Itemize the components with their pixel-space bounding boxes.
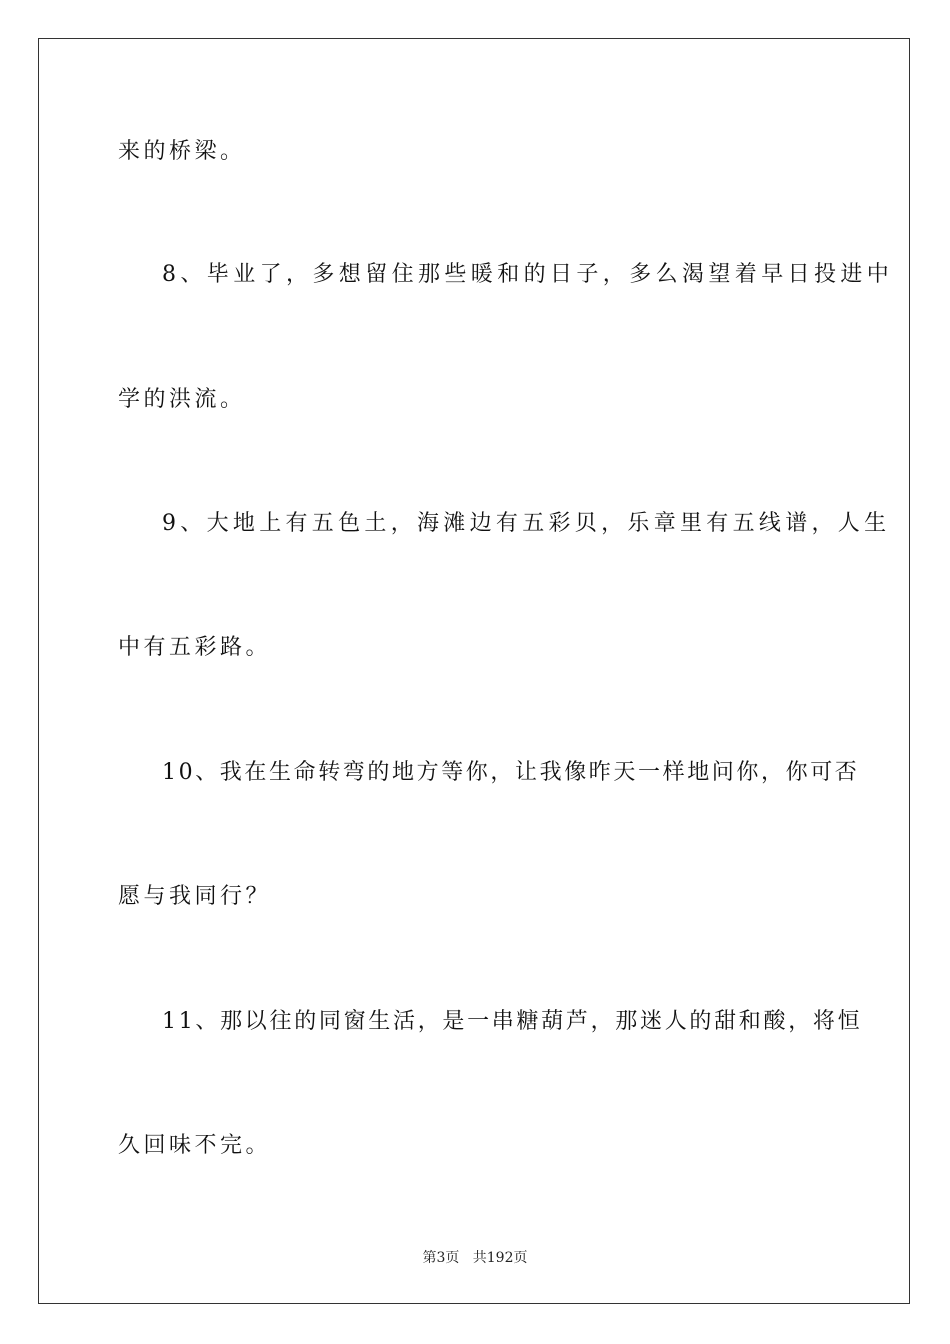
- page-number: 第3页: [422, 1250, 460, 1266]
- text-line: 中有五彩路。: [118, 635, 272, 660]
- text-line: 学的洪流。: [118, 387, 246, 412]
- paragraph-11-start: 11、那以往的同窗生活，是一串糖葫芦，那迷人的甜和酸，将恒: [162, 1009, 863, 1034]
- text-line: 久回味不完。: [118, 1133, 272, 1158]
- page-footer: [0, 1247, 950, 1267]
- page-total: 共192页: [472, 1250, 528, 1266]
- paragraph-8-start: 8、毕业了，多想留住那些暖和的日子，多么渴望着早日投进中: [162, 262, 894, 287]
- paragraph-10-start: 10、我在生命转弯的地方等你，让我像昨天一样地问你，你可否: [162, 760, 860, 785]
- text-line: 愿与我同行？: [118, 884, 272, 909]
- paragraph-9-start: 9、大地上有五色土，海滩边有五彩贝，乐章里有五线谱，人生: [162, 511, 891, 536]
- page-border: [38, 38, 910, 1304]
- text-line: 来的桥梁。: [118, 139, 246, 164]
